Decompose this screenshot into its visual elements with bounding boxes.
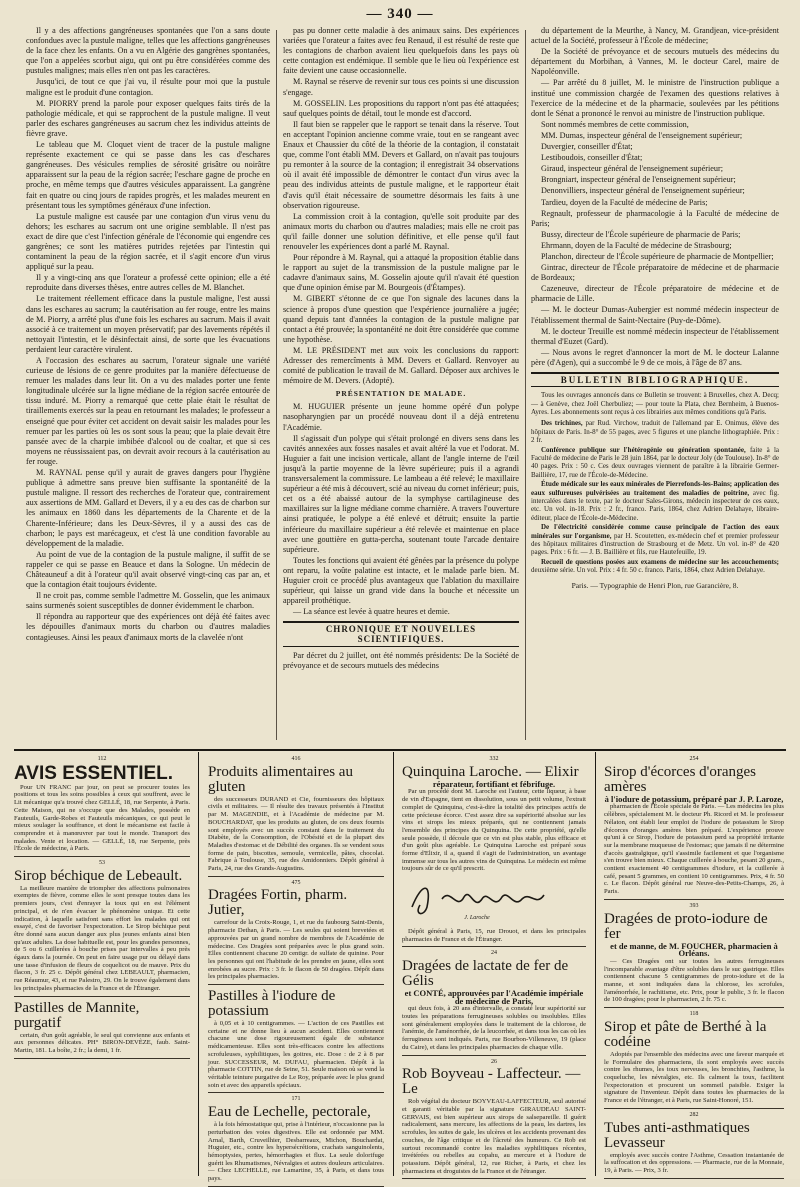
paragraph: La pustule maligne est causée par une contagion d'un virus venu du dehors; les eschares au sacrum ont une origine semblable. Il n'est pas exact de dire que c'est l'infection générale de l'économie qui engendre ces gangrènes; ce sont les matières putrides rejetées par l'intestin qui contaminent la peau de la région sacrée, et il s'agit encore d'un virus appliqué sur la peau. xyxy=(26,211,270,272)
paragraph: Denonvilliers, inspecteur général de l'enseignement supérieur; xyxy=(541,186,745,196)
advertisement xyxy=(604,1111,784,1179)
advertisement xyxy=(14,755,190,857)
advertisement xyxy=(208,879,384,985)
ad-number: 171 xyxy=(291,1096,301,1103)
advertisement xyxy=(402,949,586,1055)
ad-body: Rob végétal du docteur BOYVEAU-LAFFECTEUR, seul autorisé et garanti véritable par la signature GIRAUDEAU SAINT-GERVAIS, est bien supérieur aux sirops de salsepareille. Il guérit radicalement, sans mercure, les affections de la peau, les dartres, les scrofules, les suites de gale, les ulcères et les accidents provenant des couches, de l'âge critique et de l'âcreté des humeurs. Ce Rob est surtout recommandé contre les maladies syphilitiques récentes, invétérées ou rebelles au copahu, au mercure et à l'iodure de potassium. Dépôt général, 12, rue Richer, à Paris, et chez les pharmaciens et droguistes de la France et de l'étranger. xyxy=(402,1098,586,1175)
bibliography-text: par Rud. Virchow, traduit de l'allemand par E. Onimus, élève des hôpitaux de Paris. In-8° de 55 pages, avec 5 figures et une planche lithographiée. Prix : 2 fr. xyxy=(531,419,779,445)
paragraph: Par décret du 2 juillet, ont été nommés présidents: De la Société de prévoyance et de secours mutuels des médecins xyxy=(283,650,519,670)
ad-body: La meilleure manière de triompher des affections pulmonaires exemptes de fièvre, comme elles le sont presque toutes dans les premiers jours, c'est d'enrayer la toux qui en est l'élément principal, et de n'en évacuer le phénomène unique. Et cette indication, à laquelle satisfont sans effort les malades qui ont essayé, c'est de favoriser l'expectoration. Le Sirop béchique peut être donné sans aucun danger aux plus jeunes enfants ainsi bien qu'aux adultes. La dose habituelle est, pour les grandes personnes, de 5 ou 6 cuillerées à bouche prises par intervalles à peu près égaux dans la journée. On peut en faire usage pur ou délayé dans une tasse d'infusion de fleurs de coquelicot ou de mauve. Prix du flacon, 3 fr. 25 c. Dépôt général chez LEBEAULT, pharmacien, rue Réaumur, 43, et rue Palestro, 29. On le trouve également dans les principales pharmacies de la France et de l'Étranger. xyxy=(14,884,190,992)
ad-number: 475 xyxy=(291,879,301,886)
advertisement xyxy=(14,999,190,1059)
ad-body: Pour UN FRANC par jour, on peut se procurer toutes les positions et tous les soins possibles à ceux qui souffrent, avec le Lit mécanique qu'a trouvé chez GELLÉ, 18, rue Serpente, à Paris. Cette Maison, qui ne s'occupe que des Malades, possède en Fauteuils, Garde-Robes et Fauteuils mécaniques, ce qui peut le mieux soulager la souffrance, et dont le mécanisme est facile à comprendre et à manœuvrer par tout le monde. Transport des malades. Vente et location. — GELLÉ, 18, rue Serpente, près l'École de médecine, à Paris. xyxy=(14,783,190,853)
advertisement xyxy=(208,1095,384,1186)
paragraph: — Par arrêté du 8 juillet, M. le ministre de l'instruction publique a institué une commission chargée de l'examen des questions relatives à l'exercice de la médecine et de la pharmacie, soulevées par les pétitions dont le Sénat a prononcé le renvoi au ministre de l'instruction publique. xyxy=(531,78,779,118)
ad-body: à la fois hémostatique qui, prise à l'intérieur, n'occasionne pas la perturbation des voies digestives. Elle est ordonnée par MM. Arnal, Barth, Cruveilhier, Desbarreaux, Michon, Bouchardat, Huguier, etc., contre les hypersécrétions, crachats sanguinolents, hémoptysies, pertes, hémorrhagies et flux. La seule dolorifuge guérit les Rhumatismes, Névralgies et autres douleurs articulaires. — Chez LECHELLE, rue Lamartine, 35, à Paris, et dans tous pays. xyxy=(208,1121,384,1183)
bibliography-title: Étude médicale sur les eaux minérales de Pierrefonds-les-Bains; application des eaux sulfureuses pulvérisées au traitement des maladies de poitrine, xyxy=(531,480,779,497)
bibliography-text: avec fig. intercalées dans le texte, par le docteur Sales-Girons, médecin inspecteur de ces eaux, etc. Un vol. in-18. Prix : 2 fr., franco. Paris, 1864, chez Adrien Delahaye, libraire-éditeur, place de l'École-de-Médecine. xyxy=(531,488,779,522)
ad-body: Dépôt général à Paris, 15, rue Drouot, et dans les principales pharmacies de France et de l'Étranger. xyxy=(402,927,586,943)
presentation-heading: PRÉSENTATION DE MALADE. xyxy=(335,389,467,399)
bibliography-text: par H. Scoutetten, ex-médecin chef et premier professeur des hôpitaux militaires d'instruction de Strasbourg et de Metz. Un vol. in-8° de 420 pages. Prix : 6 fr. — J. B. Baillière et fils, rue Hautefeuille, 19. xyxy=(531,531,779,557)
bibliography-text: deuxième série. Un vol. Prix : 4 fr. 50 c. franco. Paris, 1864, chez Adrien Delahaye. xyxy=(531,566,765,575)
paragraph: M. GOSSELIN. Les propositions du rapport n'ont pas été attaquées; sauf quelques points de détail, tout le monde est d'accord. xyxy=(283,98,519,118)
advertisement xyxy=(604,755,784,900)
ad-body: des successeurs DURAND et Cie, fournisseurs des hôpitaux civils et militaires. — Il résulte des travaux présentés à l'Institut par M. MAGENDIE, et à l'Académie de médecine par M. BOUCHARDAT, que les produits au gluten, de ces deux fournis sont employés avec un succès constant dans le traitement du Diabète, de la Consomption, de l'Obésité et de la plupart des Maladies d'estomac et de Débilité des organes. Ils se vendent sous forme de pain, biscottes, semoule, vermicelle, pâtes, chocolat. Fabrique à Toulouse, 35, rue des Amidonniers. Dépôt général à Paris, 24, rue des Grands-Augustins. xyxy=(208,795,384,873)
bibliography-entry xyxy=(531,446,779,480)
paragraph: Le traitement réellement efficace dans la pustule maligne, l'est aussi dans les eschares au sacrum; la cautérisation au fer rouge, entre les mains de M. Piorry, a arrêté plus d'une fois les eschares au sacrum. Mais il avait associé à ce traitement un moyen préservatif; par des lavements répétés il nettoyait l'intestin, et le désinfectait ainsi, de sorte que les évacuations perdaient leur caractère virulent. xyxy=(26,294,270,354)
paragraph: Sont nommés membres de cette commission, xyxy=(541,119,689,129)
paragraph: M. GIBERT s'étonne de ce que l'on signale des lacunes dans la science à propos d'une question que l'expérience journalière a jugée; quand depuis tant d'années la contagion de la pustule maligne par contact a été prouvée; la spontanéité ne doit être considérée que comme une hypothèse. xyxy=(283,294,519,344)
ads-top-rule xyxy=(14,749,786,751)
advertisement xyxy=(402,755,586,947)
ad-body: certain, d'un goût agréable, le seul qui convienne aux enfants et aux personnes délicates. PH° BIRON-DEVÈZE, faub. Saint-Martin, 181. La boîte, 2 fr.; la demi, 1 fr. xyxy=(14,1031,190,1054)
ad-title: Tubes anti-asthmatiques Levasseur xyxy=(604,1119,750,1151)
ad-subtitle: et de manne, de M. FOUCHER, pharmacien à Orléans. xyxy=(610,940,778,959)
ad-column-4 xyxy=(604,755,784,1173)
paragraph: Bussy, directeur de l'École supérieure de pharmacie de Paris; xyxy=(541,229,741,239)
paragraph: Lestiboudois, conseiller d'État; xyxy=(541,153,643,163)
ad-subtitle: et CONTÉ, approuvées par l'Académie impériale de médecine de Paris, xyxy=(404,987,584,1006)
paragraph: M. LE PRÉSIDENT met aux voix les conclusions du rapport: Adresser des remercîments à MM. Devers et Gallard. Renvoyer au comité de publication le travail de M. Gallard. Déposer aux archives le mémoire de M. Devers. (Adopté). xyxy=(283,345,519,386)
ad-title: AVIS ESSENTIEL. xyxy=(14,762,174,784)
printer-line: Paris. — Typographie de Henri Plon, rue Garancière, 8. xyxy=(571,580,739,590)
ad-number: 26 xyxy=(491,1058,497,1065)
paragraph: La commission croit à la contagion, qu'elle soit produite par des animaux morts du charbon ou d'autres maladies; mais elle ne croit pas qu'il faille donner une solution définitive, et elle pense qu'il faut renouveler les expériences dont a parlé M. Raynal. xyxy=(283,211,519,251)
ad-number: 118 xyxy=(689,1011,699,1018)
ad-body: Adoptés par l'ensemble des médecins avec une faveur marquée et le Formulaire des pharmaciens, ils sont employés avec succès contre les rhumes, les toux nerveuses, les bronchites, l'asthme, la coqueluche, les névralgies, etc. Ils calment la toux, facilitent l'expectoration et procurent un sommeil paisible. Exiger la signature de l'inventeur. Dépôt dans toutes les pharmacies de la France et de l'étranger, et à Paris, rue Saint-Honoré, 151. xyxy=(604,1050,784,1105)
paragraph: De la Société de prévoyance et de secours mutuels des médecins du département du Morbihan, à Vannes, M. le docteur Carel, maire de Napoléonville. xyxy=(531,47,779,77)
bibliography-title: Des trichines, xyxy=(541,419,583,428)
paragraph: du département de la Meurthe, à Nancy, M. Grandjean, vice-président actuel de la Société, professeur à l'École de médecine; xyxy=(531,26,779,46)
paragraph: Gintrac, directeur de l'École préparatoire de médecine et de pharmacie de Bordeaux; xyxy=(531,263,779,283)
page-number: — 340 — xyxy=(366,6,434,22)
paragraph: Cazeneuve, directeur de l'École préparatoire de médecine et de pharmacie de Lille. xyxy=(531,284,779,304)
advertisement xyxy=(208,755,384,877)
ad-title: Rob Boyveau - Laffecteur. — Le xyxy=(402,1066,581,1098)
ad-column-rule xyxy=(198,752,199,1176)
article-column-2 xyxy=(283,26,519,742)
column-rule xyxy=(276,30,277,740)
ad-subtitle: réparateur, fortifiant et fébrifuge. xyxy=(432,778,556,789)
paragraph: Il ne croit pas, comme semble l'admettre M. Gosselin, que les animaux sains surmenés soient susceptibles de donner évidemment le charbon. xyxy=(26,591,270,611)
advertisement xyxy=(14,859,190,997)
bibliography-entry xyxy=(531,558,779,575)
signature-text: J. Laroche xyxy=(464,915,490,922)
paragraph: Il s'agissait d'un polype qui s'était prolongé en divers sens dans les cavités annexées aux fosses nasales et avait altéré la vue et l'odorat. M. Huguier a fait une incision verticale, allant de l'angle interne de l'œil jusqu'à la partie moyenne de la lèvre supérieure; puis il a agrandi transversalement la commissure. Le lambeau a été relevé; le maxillaire supérieur a été mis à découvert, scié au niveau du cornet inférieur; puis, cet os a été abaissé autour de la symphyse cartilagineuse des maxillaires sur la ligne médiane comme charnière. A travers l'ouverture ainsi pratiquée, le polype a été enlevé et détruit; ensuite la partie inférieure du maxillaire supérieur a été relevée et maintenue en place avec une gouttière en gutta-percha, soutenant toute l'arcade dentaire supérieure. xyxy=(283,433,519,554)
advertisement xyxy=(604,902,784,1008)
ad-title: Sirop et pâte de Berthé à la codéine xyxy=(604,1018,767,1050)
ad-title: Pastilles de Mannite, purgatif xyxy=(14,999,140,1031)
paragraph: Il y a vingt-cinq ans que l'orateur a professé cette opinion; elle a été reproduite dans diverses thèses, entre autres celles de M. Blanchet. xyxy=(26,273,270,293)
ad-column-1 xyxy=(14,755,190,1173)
article-column-3 xyxy=(531,26,779,742)
ad-column-3 xyxy=(402,755,586,1173)
paragraph: Il y a des affections gangréneuses spontanées que l'on a sans doute confondues avec la pustule maligne, telles que les affections gangréneuses de la face chez les enfants. On a vu en Algérie des gangrènes spontanées, que l'on a appelées scorbut aigu, qui ont pu être considérées comme des pustules malignes; mais elles n'en ont pas les caractères. xyxy=(26,26,270,76)
ad-number: 53 xyxy=(99,860,105,867)
bulletin-intro: Tous les ouvrages annoncés dans ce Bulletin se trouvent: à Bruxelles, chez A. Decq; — à Genève, chez Joël Cherbuliez; — pour toute la Plata, chez Bernheim, à Buenos-Ayres. Les abonnements sont reçus à ces librairies aux mêmes conditions qu'à Paris. xyxy=(531,391,779,416)
paragraph: Duvergier, conseiller d'État; xyxy=(541,142,633,152)
ad-title: Produits alimentaires au gluten xyxy=(208,763,353,795)
ad-column-2 xyxy=(208,755,384,1183)
paragraph: Toutes les fonctions qui avaient été gênées par la présence du polype ont reparu, la voûte palatine est intacte, et le malade parle bien. M. Huguier croit ce procédé plus avantageux que l'ablation du maxillaire supérieur, qui laisse un grand vide dans la bouche et nécessite un appareil prothétique. xyxy=(283,555,519,606)
paragraph: Giraud, inspecteur général de l'enseignement supérieur; xyxy=(541,164,723,174)
ad-body: pharmacien de l'École spéciale de Paris. — Les médecins les plus célèbres, spécialement M. le docteur Ph. Ricord et M. le professeur Nélaton, ont établi leur emploi de l'iodure de potassium le Sirop d'écorces d'oranges amères bien préparé. L'expérience prouve qu'uni à ce Sirop, l'iodure de potassium perd sa propriété irritante sur la membrane muqueuse de l'estomac; que jamais il ne détermine d'accès gastralgique, qu'il s'assimile facilement et que l'organisme s'en trouve bien mieux. Chaque cuillerée à bouche, pesant 20 gram., contient exactement 40 centigrammes d'iodure, et la cuillerée à café, pesant 5 grammes, en contient 10 centigrammes. Prix, 4 fr. 50 c. Le flacon. Dépôt général rue Neuve-des-Petits-Champs, 26, à Paris. xyxy=(604,803,784,896)
bibliography-entry xyxy=(531,419,779,444)
paragraph: M. RAYNAL pense qu'il y aurait de graves dangers pour l'hygiène publique à admettre sans preuve bien suffisante la spontanéité de la pustule maligne. Il ressort des recherches de l'orateur que, contrairement aux assertions de MM. Gallard et Devers, il y a eu des cas de charbon sur les animaux en 1860 dans les départements de la Charente et de la Charente-Inférieure; dans les Deux-Sèvres, il y a aussi des cas de charbon; le pays est marécageux, et c'est là une condition favorable au développement de la maladie. xyxy=(26,468,270,548)
chronique-heading: CHRONIQUE ET NOUVELLES SCIENTIFIQUES. xyxy=(283,621,519,646)
bulletin-heading: BULLETIN BIBLIOGRAPHIQUE. xyxy=(531,372,779,387)
advertisement xyxy=(604,1010,784,1109)
paragraph: Pour répondre à M. Raynal, qui a attaqué la proposition établie dans le rapport au sujet de la transmission de la pustule maligne par le cadavre d'animaux sains, M. Gosselin ajoute qu'il n'avait été question que d'une opinion émise par M. Bourgeois (d'Étampes). xyxy=(283,253,519,293)
bibliography-title: Recueil de questions posées aux examens de médecine sur les accouchements; xyxy=(541,557,779,566)
ad-column-rule xyxy=(393,752,394,1176)
ad-number: 24 xyxy=(491,950,497,957)
paragraph: Le tableau que M. Cloquet vient de tracer de la pustule maligne représente exactement ce qui se passe dans les cas d'eschares gangréneuses. Des vésicules remplies de sérosité grisâtre ou noirâtre apparaissent sur la peau de la région sacrée; l'eschare gagne de proche en proche, en même temps que d'autres vésicules apparaissent. La gangrène fait en quatre ou cinq jours de rapides progrès, et les malades meurent en présentant tous les symptômes généraux d'une infection. xyxy=(26,140,270,210)
paragraph: M. HUGUIER présente un jeune homme opéré d'un polype nasopharyngien par un procédé nouveau dont il a déjà entretenu l'Académie. xyxy=(283,402,519,432)
paragraph: Ehrmann, doyen de la Faculté de médecine de Strasbourg; xyxy=(541,240,732,250)
paragraph: Jusqu'ici, de tout ce que j'ai vu, il résulte pour moi que la pustule maligne est le produit d'une contagion. xyxy=(26,77,270,97)
ad-body: — Ces Dragées ont sur toutes les autres ferrugineuses l'incomparable avantage d'être solubles dans le suc gastrique. Elles contiennent chacune 5 centigrammes de proto-iodure et de la manne, et sont indiquées dans la chlorose, les scrofules, l'aménorrhée, le rachitisme, etc. Prix, pour le public, 3 fr. le flacon de 100 dragées; pour le pharmacien, 2 fr. 75 c. xyxy=(604,957,784,1004)
ad-title: Dragées de proto-iodure de fer xyxy=(604,910,768,942)
ad-body: à 0,05 et à 10 centigrammes. — L'action de ces Pastilles est certaine et ne donne lieu à aucun accident. Elles contiennent chacune une dose rigoureusement égale de substance médicamenteuse. Elles sont très-efficaces contre les affections scrofuleuses, syphilitiques, les goitres, etc. Dose : de 2 à 8 par jour. SUCCESSEUR, M. DUFAU, pharmacien. Dépôt à la pharmacie COTTIN, rue de Seine, 51. Seule maison où se vend la véritable teinture purgative de Le Roy, préparée avec le plus grand soin et avec des appareils spéciaux. xyxy=(208,1020,384,1089)
bibliography-text: faite à la Faculté de médecine de Paris le 28 juin 1864, par le docteur Joly (de Toulouse). In-8° de 40 pages. Prix : 50 c. Ces deux ouvrages viennent de paraître à la librairie Germer-Baillière, 17, rue de l'École-de-Médecine. xyxy=(531,445,779,479)
paragraph: — Nous avons le regret d'annoncer la mort de M. le docteur Lalanne père (d'Agen), qui a succombé le 9 de ce mois, à l'âge de 87 ans. xyxy=(531,347,779,367)
bibliography-title: De l'électricité considérée comme cause principale de l'action des eaux minérales sur l'organisme, xyxy=(531,523,779,540)
paragraph: Au point de vue de la contagion de la pustule maligne, il suffit de se rappeler ce qui se passe en Beauce et dans la Sologne. Un médecin de Châteauneuf a dit à l'orateur qu'il avait observé vingt-cinq cas par an, et que la contagion était toujours évidente. xyxy=(26,549,270,590)
advertisement xyxy=(208,987,384,1093)
ad-number: 282 xyxy=(689,1111,699,1118)
paragraph: Regnault, professeur de pharmacologie à la Faculté de médecine de Paris; xyxy=(531,208,779,228)
column-rule xyxy=(525,30,526,740)
ad-title: Pastilles à l'iodure de potassium xyxy=(208,988,336,1020)
bibliography-entry xyxy=(531,523,779,557)
ad-number: 416 xyxy=(291,756,301,762)
ad-title: Eau de Lechelle, pectorale, xyxy=(208,1104,371,1121)
bibliography-entry xyxy=(531,480,779,522)
ad-number: 254 xyxy=(689,756,699,762)
ad-number: 393 xyxy=(689,902,699,909)
paragraph: — M. le docteur Dumas-Aubergier est nommé médecin inspecteur de l'établissement thermal de Saint-Nectaire (Puy-de-Dôme). xyxy=(531,305,779,325)
ad-number: 332 xyxy=(489,756,499,762)
paragraph: Il répondra au rapporteur que des expériences ont déjà été faites avec les dépouilles d'animaux morts du charbon ou d'autres maladies contagieuses. Ainsi les peaux d'animaux morts de la clavelée n'ont xyxy=(26,612,270,642)
ad-title: Sirop d'écorces d'oranges amères xyxy=(604,763,757,795)
ad-body: employés avec succès contre l'Asthme, Cessation instantanée de la suffocation et des oppressions. — Pharmacie, rue de la Monnaie, 19, à Paris. — Prix, 3 fr. xyxy=(604,1151,784,1174)
laroche-signature xyxy=(402,877,552,921)
ad-title: Dragées Fortin, pharm. Jutier, xyxy=(208,887,348,919)
ad-title: Dragées de lactate de fer de Gélis xyxy=(402,957,569,989)
paragraph: M. le docteur Treuille est nommé médecin inspecteur de l'établissement thermal d'Euzet (Gard). xyxy=(531,326,779,346)
ad-column-rule xyxy=(595,752,596,1176)
ad-body: carrefour de la Croix-Rouge, 1, et rue du faubourg Saint-Denis, pharmacie Dethan, à Paris. — Les seules qui soient brevetées et approuvées par un grand nombre de membres de l'Académie de médecine. Ces Dragées sont préparées avec le plus grand soin. Elles contiennent chacune 20 centigr. de sulfate de quinine. Pour les personnes qui ont l'habitude de les prendre en jaune, elles sont enrobées au sucre. Prix : 3 fr. le flacon de 50 dragées. Dépôt dans les principales pharmacies. xyxy=(208,919,384,981)
paragraph: M. Raynal se réserve de revenir sur tous ces points si une discussion s'engage. xyxy=(283,77,519,97)
ad-title: Quinquina Laroche. — Elixir xyxy=(402,763,579,780)
ad-body: Par un procédé dont M. Laroche est l'auteur, cette liqueur, à base de vin d'Espagne, tient en dissolution, sous un petit volume, l'extrait complet de Quinquina, c'est-à-dire la totalité des principes actifs de cette précieuse écorce. C'est assez dire sa supériorité absolue sur les vins et sirops les mieux préparés, qui ne contiennent jamais l'ensemble des principes du Quinquina. De cette propriété, qu'elle seule possède, il découle que ce vin est plus stable, plus efficace et d'un goût plus agréable. Le Quinquina Laroche est préparé sous forme d'Elixir, il a, quand il s'agit de l'administration, un avantage immense sur tous les autres vins de Quinquina. Le médecin est même toujours sûr de ce qu'il prescrit. xyxy=(402,788,586,873)
paragraph: MM. Dumas, inspecteur général de l'enseignement supérieur; xyxy=(541,130,743,140)
advertisement xyxy=(402,1058,586,1180)
paragraph: M. PIORRY prend la parole pour exposer quelques faits tirés de la pathologie médicale, et qui se rapprochent de la pustule maligne. Il veut parler des eschares gangréneuses au sacrum chez les individus atteints de fièvre grave. xyxy=(26,98,270,138)
ad-title: Sirop béchique de Lebeault. xyxy=(14,867,183,884)
ad-subtitle: à l'iodure de potassium, préparé par J. P. Laroze, xyxy=(604,793,784,804)
bibliography-title: Conférence publique sur l'hétérogénie ou génération spontanée, xyxy=(541,445,746,454)
paragraph: Planchon, directeur de l'École supérieure de pharmacie de Montpellier; xyxy=(541,251,774,261)
paragraph: — La séance est levée à quatre heures et demie. xyxy=(293,607,450,617)
article-column-1 xyxy=(26,26,270,742)
paragraph: pas pu donner cette maladie à des animaux sains. Des expériences variées que l'orateur a faites avec feu Renaud, il est résulté de reste que les contagions de charbon avaient lieu quelquefois dans les pays où cette contagion est endémique. Il semble que le lieu où l'expérience est faite devient une cause occasionnelle. xyxy=(283,26,519,76)
ad-number: 112 xyxy=(97,756,107,762)
paragraph: Il faut bien se rappeler que le rapport se tenait dans la réserve. Tout en acceptant l'opinion ancienne comme vraie, tout en se rangeant avec Enaux et Chaussier du côté de la théorie de la contagion, il constatait que, comme l'ont établi MM. Devers et Gallard, on n'avait pas toujours pu remonter à la source de la contagion; il enregistrait 34 observations où il avait été impossible de démontrer le contact d'un virus avec la peau des individus atteints de pustule maligne, et le rapporteur était d'avis qu'il était nécessaire de soumettre désormais les faits à une observation rigoureuse. xyxy=(283,119,519,210)
paragraph: Brongniart, inspecteur général de l'enseignement supérieur; xyxy=(541,175,736,185)
paragraph: A l'occasion des eschares au sacrum, l'orateur signale une variété curieuse de lésions de ce genre produites par la manière défectueuse de remuer les malades dans leur lit. On a vu des malades porter une fente longitudinale ulcérée sur la ligne médiane de la région sacrée entourée de tissu induré. M. Piorry a remarqué que cette plaie était le résultat de tiraillements exercés sur la peau en retournant les malades; le professeur a enseigné que pour éviter cet accident on devait saisir les malades pour les remuer par les parties où les os sont sous la peau; que la plaie devait être pansée avec de la charpie imbibée d'alcool ou de coaltar, et que si ces moyens ne réussissaient pas, on devrait avoir recours à la cautérisation au fer rouge. xyxy=(26,356,270,466)
ad-body: qui deux fois, à 20 ans d'intervalle, a constaté leur supériorité sur toutes les préparations ferrugineuses solubles ou insolubles. Elles sont généralement employées dans le traitement de la chlorose, de l'anémie, de l'aménorrhée, de la leucorrhée, et dans tous les cas où les ferrugineux sont indiqués. Paris, rue Bourbon-Villeneuve, 19 (place du Caire), et dans les principales pharmacies de chaque ville. xyxy=(402,1005,586,1051)
paragraph: Tardieu, doyen de la Faculté de médecine de Paris; xyxy=(541,197,708,207)
